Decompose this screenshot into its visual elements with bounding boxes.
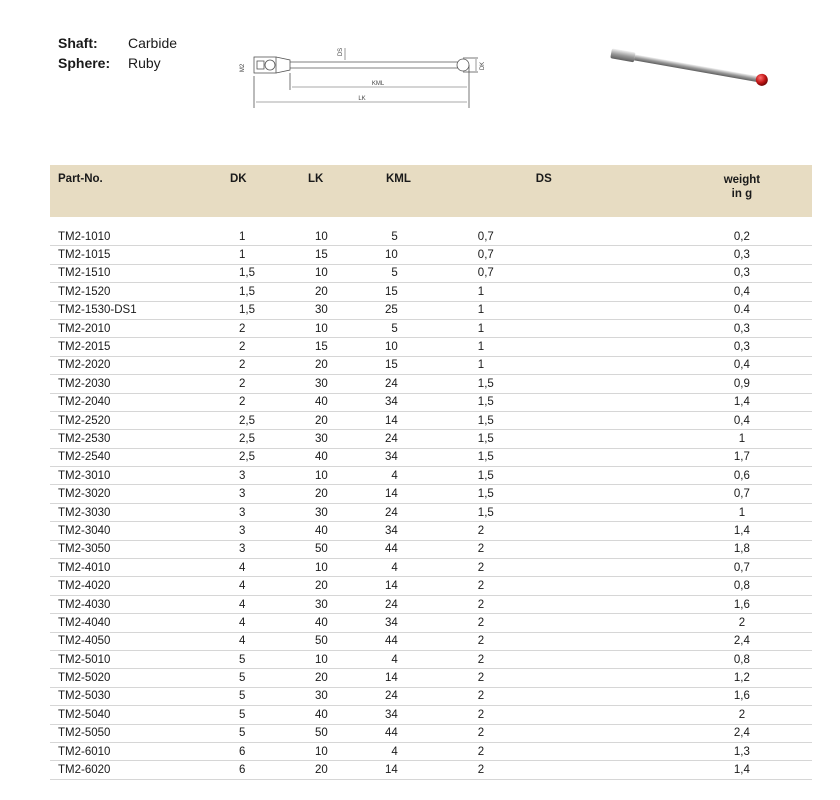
- dk-cell: 5: [229, 650, 307, 668]
- header-part-no: Part-No.: [58, 173, 103, 185]
- table-row: [50, 356, 812, 374]
- kml-cell: 44: [385, 632, 466, 650]
- part-no-cell: TM2-1510: [50, 264, 229, 282]
- table-row: [50, 595, 812, 613]
- ds-cell: 2: [466, 706, 672, 724]
- dk-cell: 2,5: [229, 430, 307, 448]
- header-weight: [672, 165, 812, 217]
- weight-cell: 1,4: [672, 393, 812, 411]
- table-row: [50, 283, 812, 301]
- lk-cell: 10: [307, 319, 385, 337]
- table-row: [50, 448, 812, 466]
- table-row: [50, 375, 812, 393]
- kml-cell: 5: [385, 264, 466, 282]
- dk-cell: 4: [229, 614, 307, 632]
- lk-cell: 20: [307, 356, 385, 374]
- part-no-cell: TM2-4050: [50, 632, 229, 650]
- dk-cell: 2: [229, 319, 307, 337]
- ds-cell: 1,5: [466, 503, 672, 521]
- part-no-cell: TM2-2530: [50, 430, 229, 448]
- lk-cell: 10: [307, 264, 385, 282]
- lk-cell: 10: [307, 228, 385, 246]
- weight-cell: 0,6: [672, 467, 812, 485]
- dk-cell: 6: [229, 761, 307, 779]
- dk-cell: 4: [229, 559, 307, 577]
- header-kml: KML: [386, 173, 411, 185]
- kml-cell: 15: [385, 283, 466, 301]
- dk-cell: 5: [229, 687, 307, 705]
- ds-cell: 2: [466, 761, 672, 779]
- weight-cell: 0,3: [672, 264, 812, 282]
- kml-cell: 10: [385, 246, 466, 264]
- dk-cell: 4: [229, 632, 307, 650]
- weight-cell: 0,4: [672, 411, 812, 429]
- dk-cell: 2,5: [229, 411, 307, 429]
- lk-cell: 20: [307, 761, 385, 779]
- kml-cell: 10: [385, 338, 466, 356]
- ds-cell: 0,7: [466, 264, 672, 282]
- weight-cell: 0,3: [672, 319, 812, 337]
- weight-cell: 1,4: [672, 761, 812, 779]
- ds-cell: 2: [466, 724, 672, 742]
- lk-cell: 40: [307, 448, 385, 466]
- ds-cell: 1: [466, 319, 672, 337]
- ds-cell: 1,5: [466, 485, 672, 503]
- part-no-cell: TM2-2030: [50, 375, 229, 393]
- kml-cell: 44: [385, 724, 466, 742]
- ds-cell: 2: [466, 669, 672, 687]
- table-row: [50, 614, 812, 632]
- lk-cell: 50: [307, 724, 385, 742]
- kml-cell: 34: [385, 522, 466, 540]
- kml-cell: 14: [385, 669, 466, 687]
- header-weight-line2: in g: [731, 188, 753, 200]
- stylus-parts-table: [50, 165, 812, 780]
- table-row: [50, 761, 812, 779]
- weight-cell: 2: [672, 614, 812, 632]
- kml-cell: 24: [385, 503, 466, 521]
- table-row: [50, 540, 812, 558]
- part-no-cell: TM2-4020: [50, 577, 229, 595]
- table-spacer: [50, 217, 812, 228]
- table-row: [50, 430, 812, 448]
- lk-cell: 30: [307, 430, 385, 448]
- part-no-cell: TM2-6010: [50, 742, 229, 760]
- weight-cell: 1,2: [672, 669, 812, 687]
- dk-cell: 3: [229, 540, 307, 558]
- weight-cell: 1,6: [672, 595, 812, 613]
- lk-cell: 30: [307, 503, 385, 521]
- stylus-product-image: [598, 48, 778, 108]
- ds-cell: 2: [466, 577, 672, 595]
- stylus-dimension-drawing: [232, 40, 492, 110]
- part-no-cell: TM2-5050: [50, 724, 229, 742]
- lk-cell: 10: [307, 559, 385, 577]
- ds-cell: 2: [466, 742, 672, 760]
- table-row: [50, 522, 812, 540]
- ds-cell: 2: [466, 632, 672, 650]
- kml-cell: 15: [385, 356, 466, 374]
- dk-cell: 1: [229, 246, 307, 264]
- part-no-cell: TM2-6020: [50, 761, 229, 779]
- table-row: [50, 246, 812, 264]
- table-row: [50, 301, 812, 319]
- weight-cell: 0,7: [672, 485, 812, 503]
- kml-cell: 34: [385, 393, 466, 411]
- kml-cell: 25: [385, 301, 466, 319]
- lk-cell: 20: [307, 577, 385, 595]
- dk-cell: 5: [229, 669, 307, 687]
- ds-cell: 1,5: [466, 393, 672, 411]
- ds-cell: 2: [466, 687, 672, 705]
- ds-cell: 1,5: [466, 448, 672, 466]
- ds-cell: 2: [466, 522, 672, 540]
- dk-cell: 1,5: [229, 283, 307, 301]
- header-weight-line1: weight: [723, 174, 761, 186]
- table-row: [50, 669, 812, 687]
- kml-cell: 4: [385, 467, 466, 485]
- lk-cell: 30: [307, 687, 385, 705]
- part-no-cell: TM2-2520: [50, 411, 229, 429]
- kml-cell: 44: [385, 540, 466, 558]
- ds-cell: 0,7: [466, 246, 672, 264]
- part-no-cell: TM2-1015: [50, 246, 229, 264]
- table-row: [50, 411, 812, 429]
- lk-cell: 10: [307, 650, 385, 668]
- weight-cell: 0.4: [672, 301, 812, 319]
- sphere-label: Sphere:: [58, 55, 111, 71]
- dk-cell: 2: [229, 375, 307, 393]
- lk-cell: 50: [307, 632, 385, 650]
- part-no-cell: TM2-5040: [50, 706, 229, 724]
- lk-cell: 15: [307, 338, 385, 356]
- table-row: [50, 319, 812, 337]
- part-no-cell: TM2-5010: [50, 650, 229, 668]
- header-dk: DK: [230, 173, 247, 185]
- dk-cell: 2: [229, 356, 307, 374]
- table-row: [50, 577, 812, 595]
- part-no-cell: TM2-4040: [50, 614, 229, 632]
- dk-cell: 2: [229, 393, 307, 411]
- lk-cell: 30: [307, 375, 385, 393]
- ds-cell: 1: [466, 283, 672, 301]
- ds-cell: 2: [466, 650, 672, 668]
- weight-cell: 1,7: [672, 448, 812, 466]
- table-row: [50, 742, 812, 760]
- weight-cell: 0,3: [672, 338, 812, 356]
- kml-cell: 34: [385, 448, 466, 466]
- part-no-cell: TM2-1010: [50, 228, 229, 246]
- lk-cell: 30: [307, 301, 385, 319]
- table-row: [50, 393, 812, 411]
- part-no-cell: TM2-2540: [50, 448, 229, 466]
- dk-cell: 2,5: [229, 448, 307, 466]
- weight-cell: 0,2: [672, 228, 812, 246]
- part-no-cell: TM2-2015: [50, 338, 229, 356]
- dk-cell: 6: [229, 742, 307, 760]
- weight-cell: 1,8: [672, 540, 812, 558]
- ds-cell: 0,7: [466, 228, 672, 246]
- kml-cell: 14: [385, 577, 466, 595]
- ds-cell: 1: [466, 356, 672, 374]
- table-row: [50, 467, 812, 485]
- table-row: [50, 338, 812, 356]
- dk-cell: 4: [229, 595, 307, 613]
- part-no-cell: TM2-3040: [50, 522, 229, 540]
- weight-cell: 0,7: [672, 559, 812, 577]
- weight-cell: 0,8: [672, 577, 812, 595]
- part-no-cell: TM2-3030: [50, 503, 229, 521]
- kml-cell: 34: [385, 614, 466, 632]
- table-row: [50, 559, 812, 577]
- table-row: [50, 687, 812, 705]
- kml-cell: 24: [385, 595, 466, 613]
- weight-cell: 0,4: [672, 283, 812, 301]
- part-no-cell: TM2-2020: [50, 356, 229, 374]
- ds-cell: 1,5: [466, 375, 672, 393]
- kml-cell: 5: [385, 319, 466, 337]
- header-lk: LK: [308, 173, 324, 185]
- ds-cell: 2: [466, 614, 672, 632]
- weight-cell: 1: [672, 430, 812, 448]
- lk-cell: 30: [307, 595, 385, 613]
- table-row: [50, 724, 812, 742]
- lk-cell: 20: [307, 283, 385, 301]
- ds-cell: 1: [466, 301, 672, 319]
- table-body: [50, 217, 812, 779]
- part-no-cell: TM2-5030: [50, 687, 229, 705]
- weight-cell: 2: [672, 706, 812, 724]
- dk-cell: 3: [229, 522, 307, 540]
- part-no-cell: TM2-4030: [50, 595, 229, 613]
- dk-cell: 3: [229, 485, 307, 503]
- dk-cell: 2: [229, 338, 307, 356]
- kml-cell: 14: [385, 761, 466, 779]
- shaft-label: Shaft:: [58, 35, 98, 51]
- weight-cell: 0,3: [672, 246, 812, 264]
- header-ds: DS: [535, 173, 552, 185]
- part-no-cell: TM2-2040: [50, 393, 229, 411]
- lk-cell: 20: [307, 669, 385, 687]
- part-no-cell: TM2-1520: [50, 283, 229, 301]
- weight-cell: 1,4: [672, 522, 812, 540]
- dk-cell: 3: [229, 467, 307, 485]
- kml-cell: 24: [385, 430, 466, 448]
- lk-cell: 40: [307, 614, 385, 632]
- lk-cell: 10: [307, 467, 385, 485]
- dk-cell: 5: [229, 724, 307, 742]
- kml-cell: 34: [385, 706, 466, 724]
- kml-cell: 14: [385, 411, 466, 429]
- dim-m-label: M2: [240, 63, 246, 73]
- weight-cell: 0,4: [672, 356, 812, 374]
- table-header-row: [50, 165, 812, 217]
- shaft-value: Carbide: [128, 35, 178, 51]
- ds-cell: 2: [466, 540, 672, 558]
- ds-cell: 2: [466, 595, 672, 613]
- table-row: [50, 632, 812, 650]
- part-no-cell: TM2-1530-DS1: [50, 301, 229, 319]
- part-no-cell: TM2-5020: [50, 669, 229, 687]
- table-row: [50, 264, 812, 282]
- dk-cell: 1,5: [229, 264, 307, 282]
- lk-cell: 10: [307, 742, 385, 760]
- kml-cell: 24: [385, 375, 466, 393]
- table-row: [50, 485, 812, 503]
- weight-cell: 2,4: [672, 632, 812, 650]
- table-row: [50, 650, 812, 668]
- dim-dk-label: DK: [480, 61, 486, 71]
- dk-cell: 5: [229, 706, 307, 724]
- ds-cell: 2: [466, 559, 672, 577]
- weight-cell: 1,6: [672, 687, 812, 705]
- lk-cell: 20: [307, 485, 385, 503]
- kml-cell: 4: [385, 650, 466, 668]
- table-row: [50, 503, 812, 521]
- weight-cell: 0,9: [672, 375, 812, 393]
- table-row: [50, 706, 812, 724]
- weight-cell: 2,4: [672, 724, 812, 742]
- dk-cell: 1,5: [229, 301, 307, 319]
- table-row: [50, 228, 812, 246]
- kml-cell: 4: [385, 742, 466, 760]
- sphere-row: [58, 53, 177, 73]
- part-no-cell: TM2-3010: [50, 467, 229, 485]
- sphere-value: Ruby: [128, 55, 161, 71]
- dk-cell: 4: [229, 577, 307, 595]
- part-no-cell: TM2-2010: [50, 319, 229, 337]
- material-spec: [58, 33, 177, 73]
- lk-cell: 15: [307, 246, 385, 264]
- part-no-cell: TM2-3050: [50, 540, 229, 558]
- ds-cell: 1,5: [466, 411, 672, 429]
- lk-cell: 40: [307, 522, 385, 540]
- lk-cell: 50: [307, 540, 385, 558]
- kml-cell: 4: [385, 559, 466, 577]
- lk-cell: 40: [307, 393, 385, 411]
- part-no-cell: TM2-3020: [50, 485, 229, 503]
- ds-cell: 1: [466, 338, 672, 356]
- dim-ds-label: DS: [338, 47, 344, 57]
- dk-cell: 3: [229, 503, 307, 521]
- ds-cell: 1,5: [466, 467, 672, 485]
- kml-cell: 14: [385, 485, 466, 503]
- ds-cell: 1,5: [466, 430, 672, 448]
- shaft-row: [58, 33, 177, 53]
- kml-cell: 5: [385, 228, 466, 246]
- weight-cell: 1: [672, 503, 812, 521]
- weight-cell: 1,3: [672, 742, 812, 760]
- lk-cell: 40: [307, 706, 385, 724]
- dk-cell: 1: [229, 228, 307, 246]
- dim-kml-label: KML: [371, 81, 385, 87]
- kml-cell: 24: [385, 687, 466, 705]
- lk-cell: 20: [307, 411, 385, 429]
- dim-lk-label: LK: [358, 96, 366, 102]
- weight-cell: 0,8: [672, 650, 812, 668]
- part-no-cell: TM2-4010: [50, 559, 229, 577]
